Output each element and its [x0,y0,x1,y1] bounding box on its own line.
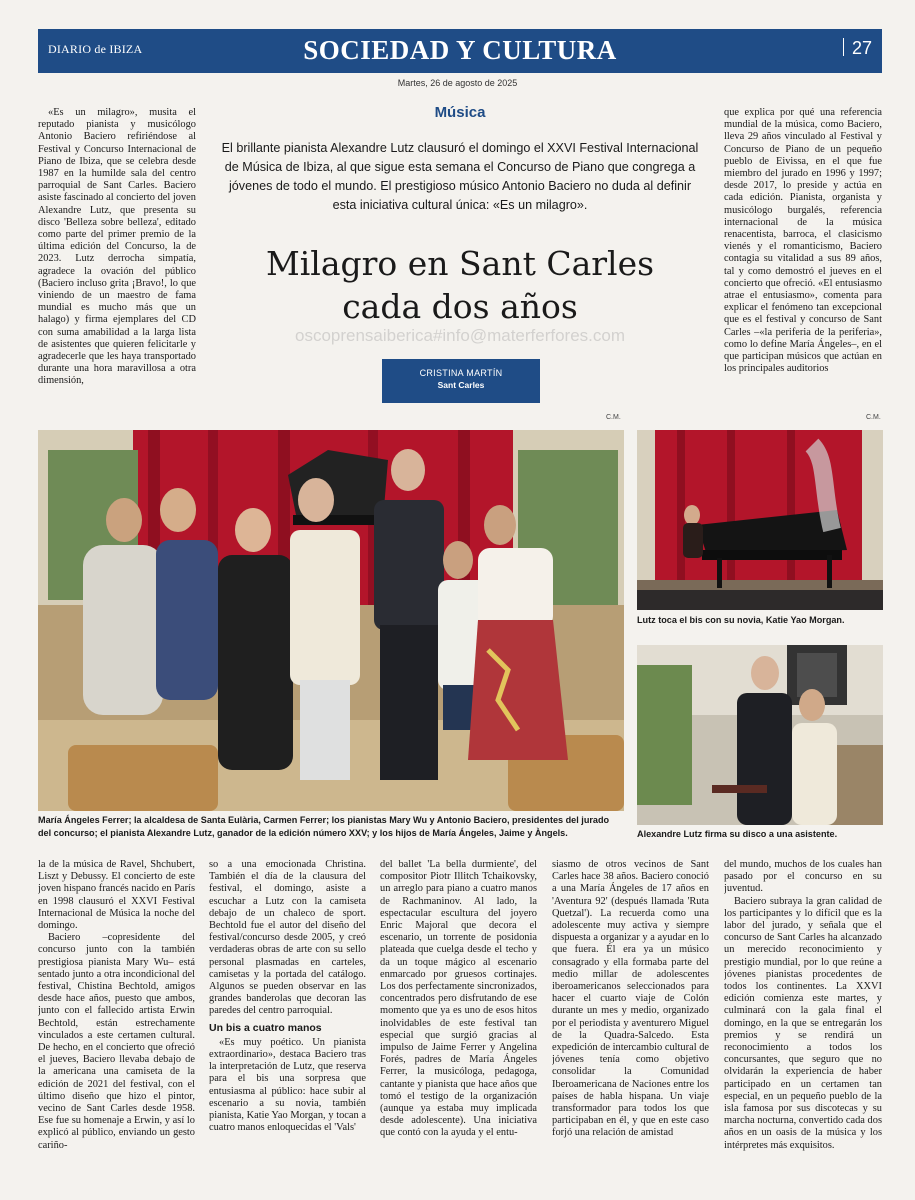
paragraph: «Es un milagro», musita el reputado pianista y musicólogo Antonio Baciero refiriéndose al Festival y Concurso Internacional de Piano de Ibiza, que se celebra desde 1987 en la humilde sala del centro parroquial de Sant Carles. Baciero asiste fascinado al concierto del joven Alexandre Lutz, que presenta su disco 'Belleza sobre belleza', editado como parte del primer premio de la última edición del Concurso, la de 2023. Lutz derrocha simpatía, agradece la ovación del público (Baciero incluso grita ¡Bravo!, lo que viniendo de un maestro de fama mundial es mucho más que un halago) y firma ejemplares del CD con suma amabilidad a la larga lista de asistentes que quieren felicitarle y agradecerle que les haya transportado durante una hora maravillosa a otra dimensión, [38,107,196,387]
author-name: CRISTINA MARTÍN [419,368,503,378]
article-column-right [724,107,882,403]
photo-caption: María Ángeles Ferrer; la alcaldesa de Santa Eulària, Carmen Ferrer; los pianistas Mary Wu y Antonio Baciero, presidentes del jurado del concurso; el pianista Alexandre Lutz, ganador de la edición número XXV; y los hijos de María Ángeles, Jaime y Àngels. [38,815,610,838]
article-column-2 [209,859,366,1171]
author-byline [382,359,540,403]
signing-photo [637,645,883,825]
watermark: oscoprensaiberica#info@materferfores.com [294,326,625,345]
newspaper-logo: DIARIO de IBIZA [48,42,143,56]
headline-line-1: Milagro en Sant Carles [265,244,655,283]
photo-credit: C.M. [866,414,881,421]
article-column-4 [552,859,709,1171]
paragraph: «Es muy poético. Un pianista extraordinario», destaca Baciero tras la interpretación de Lutz, que reserva para el bis una sorpresa que entusiasma al público: hace subir al escenario a su novia, también pianista, Katie Yao Morgan, y tocan a cuatro manos enloquecidas el 'Vals' [209,1036,366,1134]
paragraph: que explica por qué una referencia mundial de la música, como Baciero, lleva 29 años vinculado al Festival y Concurso de Piano de un pequeño pueblo de Eivissa, en el que fue miembro del jurado en 1996 y 1997; desde 2017, lo preside y actúa en cada edición. Pianista, organista y musicólogo burgalés, referencia internacional de la música renacentista, barroca, el clasicismo vienés y el romanticismo, Baciero contagia su vitalidad a sus 89 años, tal y como demostró el jueves en el concierto que ofreció. «El entusiasmo atrae el entusiasmo», comenta para explicar el fenómeno tan excepcional que es el festival y concurso de Sant Carles –«la periferia de la periferia», como lo define María Ángeles–, en el que participan músicos que actúan en los principales auditorios [724,107,882,375]
article-column-3 [380,859,537,1171]
piano-photo [637,430,883,610]
group-photo [38,430,624,811]
photo-credit: C.M. [606,414,621,421]
article-headline [230,242,690,328]
page-number: 27 [843,38,872,59]
paragraph: del ballet 'La bella durmiente', del compositor Piotr Illitch Tchaikovsky, un arreglo para piano a cuatro manos de Rachmaninov. Al lado, la espectacular escultura del joyero Enric Majoral que decora el escenario, un torrente de posidonia plateada que cuelga desde el techo y da un toque mágico al escenario enmarcado por gruesos cortinajes. Los dos perfectamente sincronizados, concentrados pero disfrutando de ese momento que ya es uno de esos hitos inolvidables de este festival tan especial que surgió gracias al impulso de Jaime Ferrer y Angelina Forés, padres de María Ángeles Ferrer, la musicóloga, pedagoga, cantante y pianista que hace años que tomó el testigo de la organización (aunque ya estaba muy implicada desde adolescente). Una iniciativa que contó con la ayuda y el entu- [380,859,537,1139]
headline-line-2: cada dos años [342,287,578,326]
article-lead: El brillante pianista Alexandre Lutz clausuró el domingo el XXVI Festival Internacional de Música de Ibiza, al que sigue esta semana el Concurso de Piano que congrega a jóvenes de todo el mundo. El prestigioso músico Antonio Baciero no duda al definir esta iniciativa cultural única: «Es un milagro». [221,141,699,212]
article-column-left [38,107,196,403]
paragraph: Baciero subraya la gran calidad de los participantes y lo difícil que es la labor del jurado, y señala que el concurso de Sant Carles ha alcanzado un merecido reconocimiento y prestigio mundial, por lo que reúne a jóvenes pianistas procedentes de todos los continentes. La XXVI edición comienza este martes, y culminará con la gala final el domingo, en la que se entregarán los premios y se rendirá un reconocimiento a todos los concursantes, que seguro que no olvidarán la experiencia de haber participado en un certamen tan especial, en un pequeño pueblo de la isla famosa por sus discotecas y su marcha nocturna, convertido cada dos años en un oasis de la música y los intérpretes más exquisitos. [724,895,882,1151]
paragraph: siasmo de otros vecinos de Sant Carles hace 38 años. Baciero conoció a una María Ángeles de 17 años en 'Aventura 92' (después llamada 'Ruta Quetzal'). La recuerda como una adolescente muy activa y siempre dispuesta a organizar y a ayudar en lo que fuera. Él era ya un músico consagrado y ella formaba parte del medio millar de adolescentes iberoamericanos seleccionados para hacer el cuarto viaje de Colón durante un mes y medio, organizado por el periodista y aventurero Miguel de la Quadra-Salcedo. Esta expedición de intercambio cultural de jóvenes tenía como objetivo consolidar la Comunidad Iberoamericana de Naciones entre los países de habla hispana. Un viaje transformador para todos los que participaban en él, y que en este caso forjó una relación de amistad [552,859,709,1139]
paragraph: so a una emocionada Christina. También el día de la clausura del festival, el domingo, asiste a escuchar a Lutz con la camiseta debajo de un chaleco de sport. Bechtold fue el autor del diseño del festival/concurso desde 2005, y creó verdaderas obras de arte con su sello personal plasmadas en carteles, camisetas y la portada del catálogo. Algunos se pueden observar en las grandes banderolas que decoran las paredes del centro parroquial. [209,859,366,1017]
paragraph: Baciero –copresidente del concurso junto con la también prestigiosa pianista Mary Wu– está sentado junto a otra incondicional del festival, Chistina Bechtold, amigos desde hace años, puesto que ambos, junto con el fallecido artista Erwin Bechtold, están estrechamente vinculados a este certamen cultural. De hecho, en el concierto que ofreció el jueves, Baciero llevaba debajo de la americana una camiseta de la edición de 2021 del festival, con el último diseño que hizo el pintor, vecino de Sant Carles desde 1958. Ese fue su homenaje a Erwin, y así lo explicó al público, enviando un gesto cariño- [38,932,195,1151]
section-title: SOCIEDAD Y CULTURA [303,35,617,65]
issue-date: Martes, 26 de agosto de 2025 [397,78,518,88]
photo-caption: Lutz toca el bis con su novia, Katie Yao Morgan. [637,615,845,625]
article-column-5 [724,859,882,1171]
paragraph: del mundo, muchos de los cuales han pasado por el concurso en su juventud. [724,859,882,895]
photo-caption: Alexandre Lutz firma su disco a una asistente. [637,829,838,839]
author-location: Sant Carles [437,380,485,390]
group-photo-image [38,430,624,811]
paragraph: la de la música de Ravel, Shchubert, Liszt y Debussy. El concierto de este joven hispano francés nacido en París en 1998 clausuró el XXVI Festival Internacional de Música la noche del domingo. [38,859,195,932]
signing-photo-image [637,645,883,825]
article-column-1 [38,859,195,1171]
piano-photo-image [637,430,883,610]
article-kicker: Música [434,104,486,121]
section-header [38,29,882,73]
subheading: Un bis a cuatro manos [209,1021,322,1034]
